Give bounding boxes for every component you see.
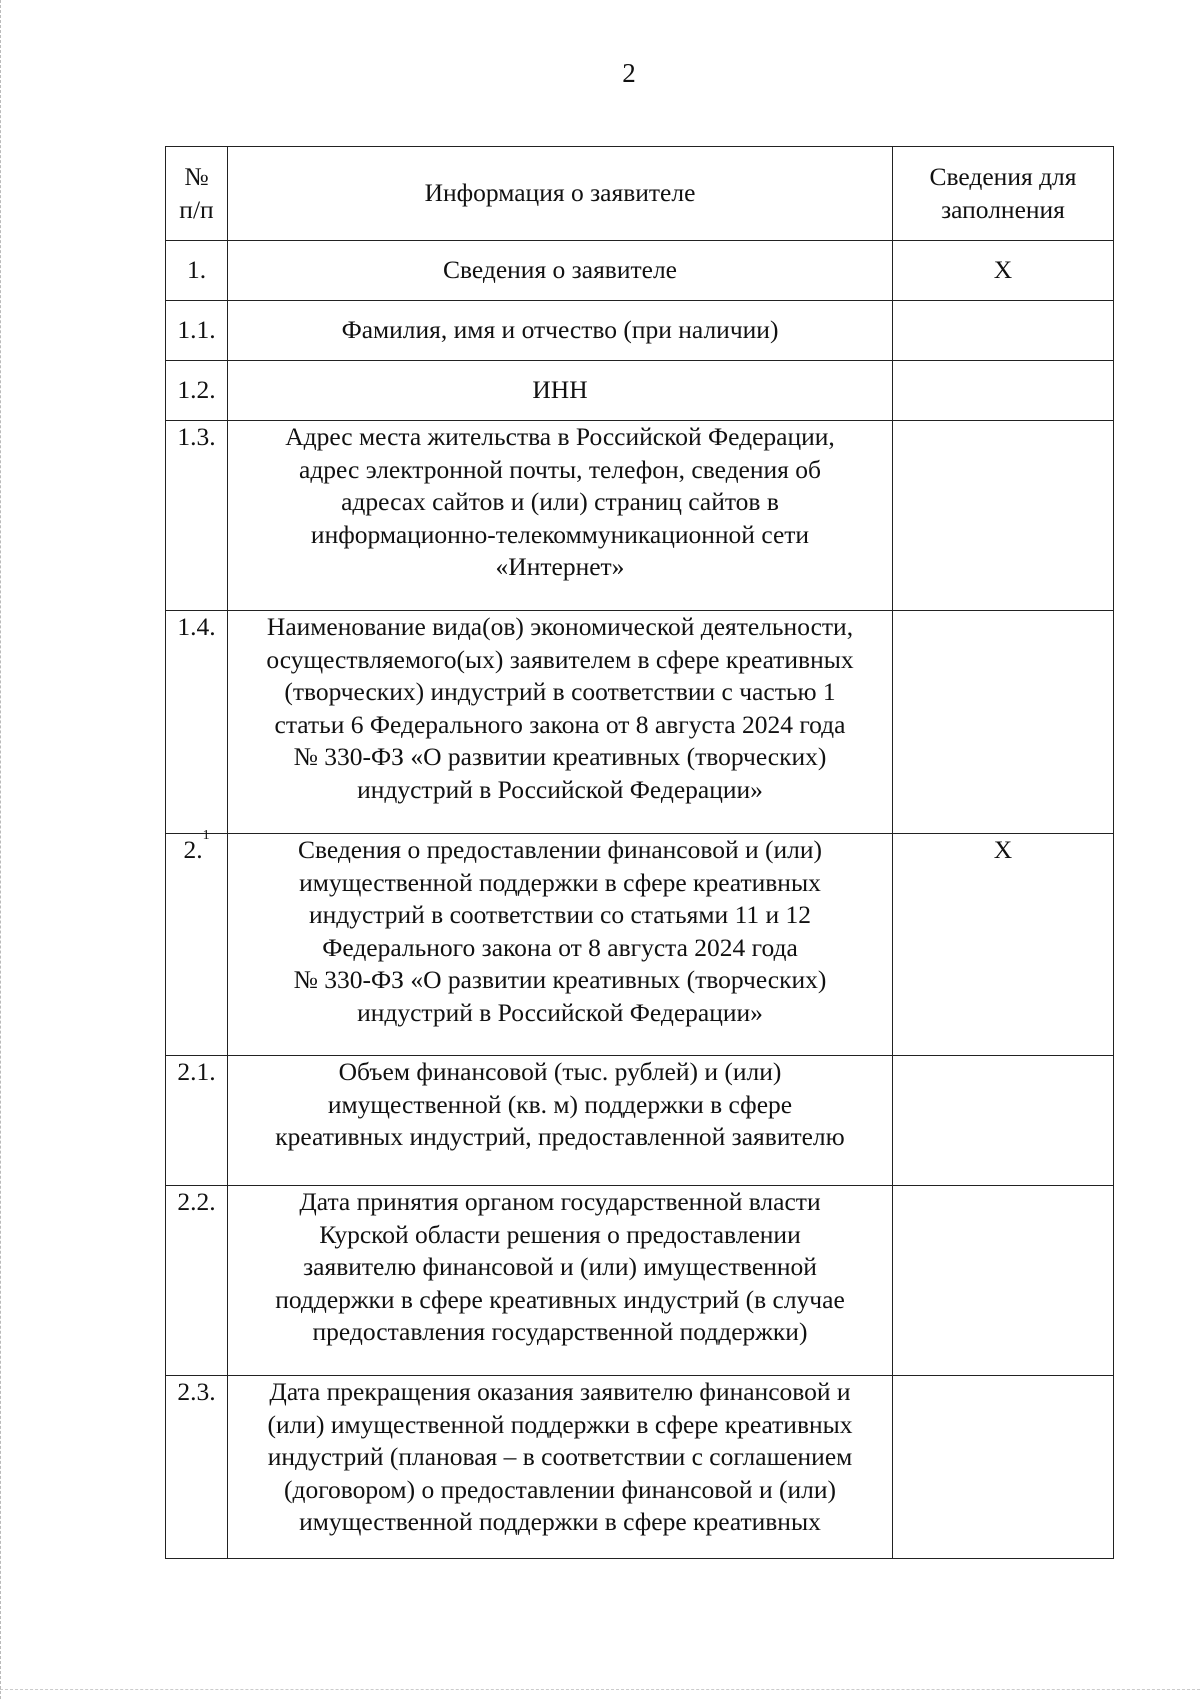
row-number-text: 2.1. bbox=[177, 1057, 216, 1086]
row-fill-value bbox=[893, 611, 1114, 834]
table-row bbox=[166, 834, 1114, 1056]
row-number bbox=[166, 1056, 228, 1186]
row-fill-value bbox=[893, 1056, 1114, 1186]
table-row bbox=[166, 611, 1114, 834]
row-number-text: 2. bbox=[183, 835, 203, 864]
row-fill-value: Х bbox=[893, 241, 1114, 301]
row-fill-value: Х bbox=[893, 834, 1114, 1056]
header-fill: Сведения для заполнения bbox=[893, 147, 1114, 241]
scan-margin-line bbox=[0, 0, 3, 1699]
header-info: Информация о заявителе bbox=[228, 147, 893, 241]
row-fill-value bbox=[893, 1376, 1114, 1559]
row-number bbox=[166, 1186, 228, 1376]
row-number bbox=[166, 241, 228, 301]
row-number-text: 1.4. bbox=[177, 612, 216, 641]
table-row bbox=[166, 301, 1114, 361]
row-info: Дата прекращения оказания заявителю финансовой и (или) имущественной поддержки в сфере креативных индустрий (плановая – в соответствии с соглашением (договором) о предоставлении финансовой и (или) имущественной поддержки в сфере креативных bbox=[228, 1376, 893, 1559]
row-fill-value bbox=[893, 1186, 1114, 1376]
table-row bbox=[166, 1376, 1114, 1559]
row-number bbox=[166, 828, 228, 1056]
row-info: Объем финансовой (тыс. рублей) и (или) имущественной (кв. м) поддержки в сфере креативных индустрий, предоставленной заявителю bbox=[228, 1056, 893, 1186]
table-row bbox=[166, 1186, 1114, 1376]
row-number-text: 1.3. bbox=[177, 422, 216, 451]
table-row bbox=[166, 1056, 1114, 1186]
row-number-text: 1.1. bbox=[177, 315, 216, 345]
row-number bbox=[166, 1376, 228, 1559]
row-number-text: 1.2. bbox=[177, 375, 216, 405]
page-number: 2 bbox=[622, 58, 636, 88]
header-num: № п/п bbox=[166, 147, 228, 241]
table-row bbox=[166, 241, 1114, 301]
row-number bbox=[166, 611, 228, 834]
row-info: Дата принятия органом государственной власти Курской области решения о предоставлении заявителю финансовой и (или) имущественной поддержки в сфере креативных индустрий (в случае предоставления государственной поддержки) bbox=[228, 1186, 893, 1376]
row-info: Фамилия, имя и отчество (при наличии) bbox=[228, 301, 893, 361]
row-fill-value bbox=[893, 361, 1114, 421]
table-row bbox=[166, 421, 1114, 611]
row-info: Адрес места жительства в Российской Федерации, адрес электронной почты, телефон, сведения об адресах сайтов и (или) страниц сайтов в информационно-телекоммуникационной сети «Интернет» bbox=[228, 421, 893, 611]
row-number-text: 1. bbox=[186, 255, 207, 285]
row-fill-value bbox=[893, 421, 1114, 611]
applicant-info-table bbox=[165, 146, 1114, 1559]
row-number bbox=[166, 421, 228, 611]
row-info: Сведения о предоставлении финансовой и (или) имущественной поддержки в сфере креативных индустрий в соответствии со статьями 11 и 12 Федерального закона от 8 августа 2024 года № 330-ФЗ «О развитии креативных (творческих) индустрий в Российской Федерации» bbox=[228, 834, 893, 1056]
footnote-mark: 1 bbox=[202, 828, 210, 843]
table-header-row bbox=[166, 147, 1114, 241]
row-info: Сведения о заявителе bbox=[228, 241, 893, 301]
row-number bbox=[166, 361, 228, 421]
row-number-text: 2.2. bbox=[177, 1187, 216, 1216]
row-info: ИНН bbox=[228, 361, 893, 421]
scan-bottom-line bbox=[0, 1689, 1200, 1691]
row-number bbox=[166, 301, 228, 361]
row-info: Наименование вида(ов) экономической деятельности, осуществляемого(ых) заявителем в сфере креативных (творческих) индустрий в соответствии с частью 1 статьи 6 Федерального закона от 8 августа 2024 года № 330-ФЗ «О развитии креативных (творческих) индустрий в Российской Федерации» bbox=[228, 611, 893, 834]
row-number-text: 2.3. bbox=[177, 1377, 216, 1406]
table-row bbox=[166, 361, 1114, 421]
row-fill-value bbox=[893, 301, 1114, 361]
